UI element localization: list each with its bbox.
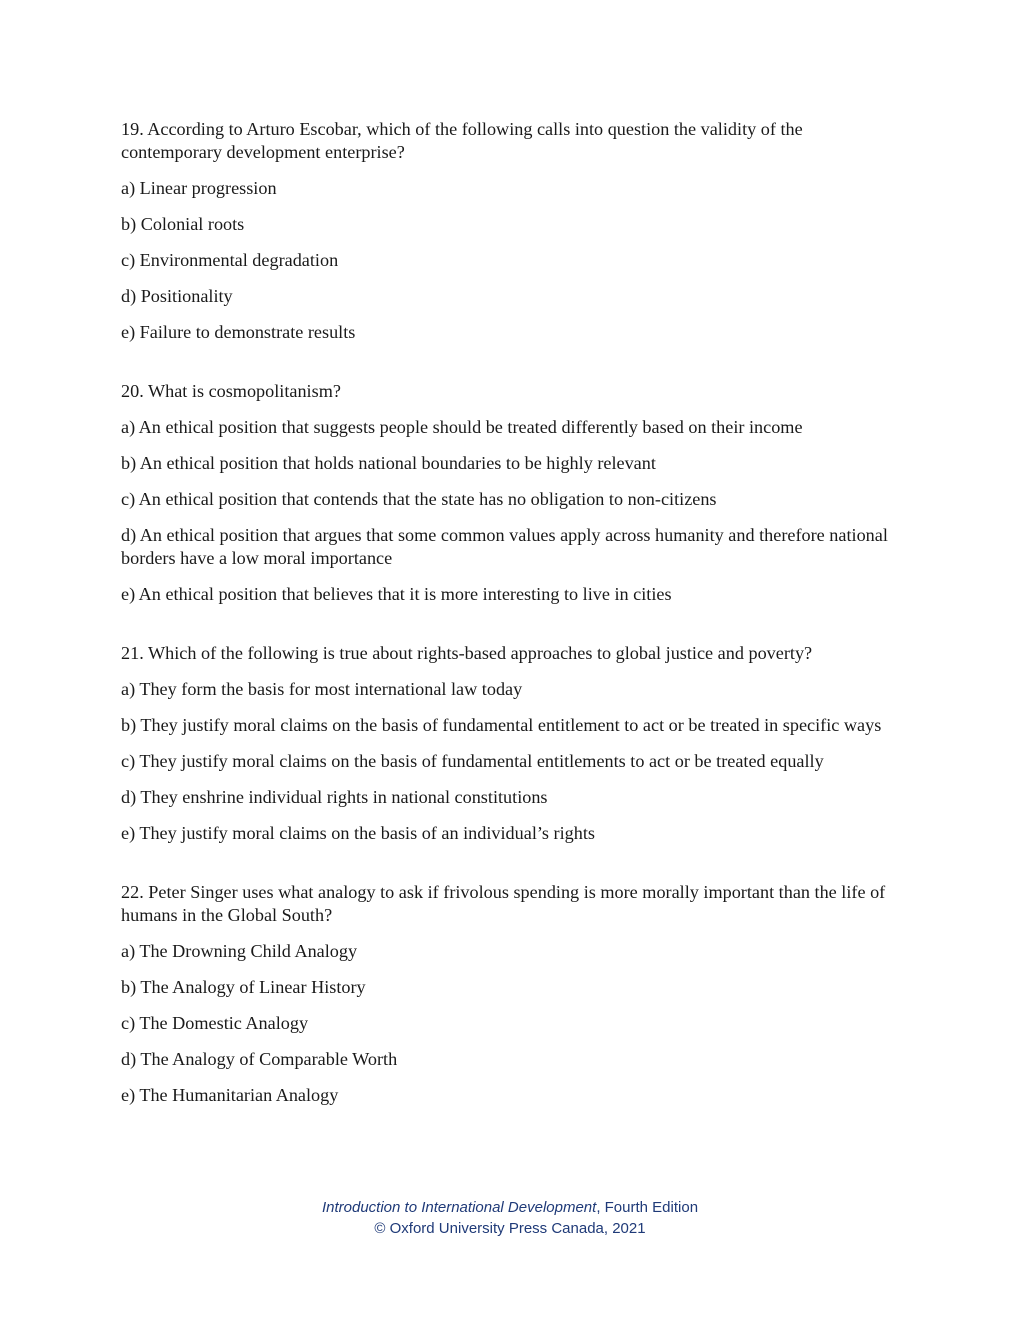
option-a: a) The Drowning Child Analogy — [121, 941, 358, 961]
option-e: e) Failure to demonstrate results — [121, 322, 356, 342]
option-e: e) The Humanitarian Analogy — [121, 1085, 339, 1105]
question-text: 20. What is cosmopolitanism? — [121, 381, 341, 401]
question-19 — [121, 118, 891, 344]
option-e: e) An ethical position that believes that it is more interesting to live in cities — [121, 584, 672, 604]
option-b: b) The Analogy of Linear History — [121, 977, 366, 997]
option-b: b) Colonial roots — [121, 214, 245, 234]
question-text: 22. Peter Singer uses what analogy to ask if frivolous spending is more morally important than the life of humans in the Global South? — [121, 882, 886, 925]
option-d: d) An ethical position that argues that some common values apply across humanity and therefore national borders have a low moral importance — [121, 525, 888, 568]
option-a: a) An ethical position that suggests people should be treated differently based on their income — [121, 417, 803, 437]
option-d: d) The Analogy of Comparable Worth — [121, 1049, 398, 1069]
option-b: b) They justify moral claims on the basis of fundamental entitlement to act or be treated in specific ways — [121, 715, 882, 735]
option-c: c) An ethical position that contends that the state has no obligation to non-citizens — [121, 489, 717, 509]
question-21 — [121, 642, 891, 845]
question-text: 19. According to Arturo Escobar, which of the following calls into question the validity of the contemporary development enterprise? — [121, 119, 803, 162]
option-c: c) They justify moral claims on the basis of fundamental entitlements to act or be treated equally — [121, 751, 824, 771]
option-a: a) They form the basis for most international law today — [121, 679, 523, 699]
footer-copyright: © Oxford University Press Canada, 2021 — [374, 1220, 646, 1237]
option-c: c) The Domestic Analogy — [121, 1013, 309, 1033]
option-d: d) Positionality — [121, 286, 233, 306]
question-page — [121, 118, 891, 1120]
option-e: e) They justify moral claims on the basis of an individual’s rights — [121, 823, 595, 843]
option-a: a) Linear progression — [121, 178, 277, 198]
question-20 — [121, 380, 891, 606]
question-text: 21. Which of the following is true about rights-based approaches to global justice and poverty? — [121, 643, 813, 663]
footer-book-title: Introduction to International Development — [321, 1199, 597, 1216]
option-b: b) An ethical position that holds national boundaries to be highly relevant — [121, 453, 656, 473]
option-c: c) Environmental degradation — [121, 250, 339, 270]
page-footer — [0, 1197, 1020, 1239]
question-22 — [121, 881, 891, 1107]
footer-book-line — [0, 1197, 1020, 1218]
footer-edition: , Fourth Edition — [596, 1199, 699, 1216]
option-d: d) They enshrine individual rights in national constitutions — [121, 787, 548, 807]
